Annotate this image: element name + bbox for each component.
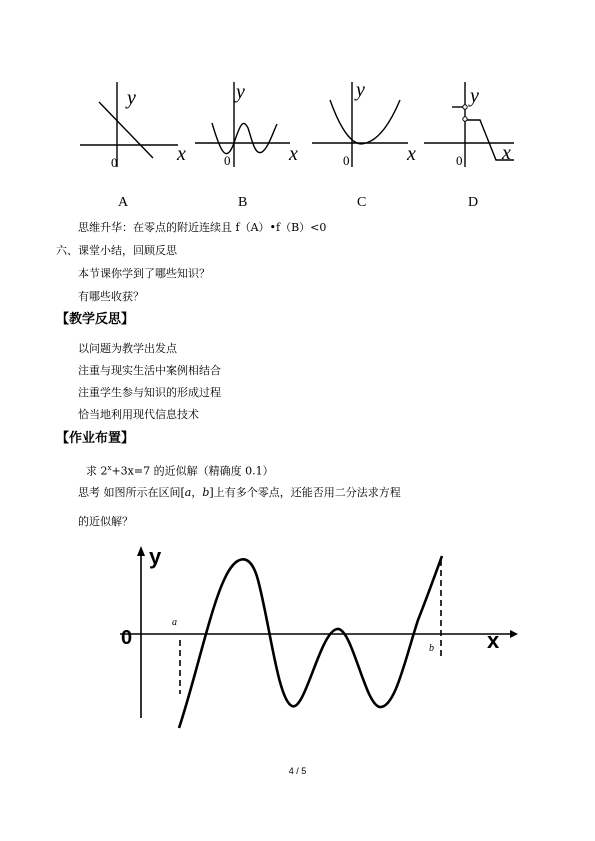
graph-a-origin: 0 xyxy=(111,155,118,170)
homework-task-exponent: x xyxy=(107,464,112,472)
section-6-heading: 六、课堂小结，回顾反思 xyxy=(56,244,177,257)
sublimation-line: 思维升华：在零点的附近连续且 f（A）•f（B）<0 xyxy=(78,221,327,234)
graph-a-x-label: x xyxy=(177,143,186,165)
graph-d-letter: D xyxy=(468,195,479,210)
homework-think-line-2: 的近似解？ xyxy=(78,515,133,528)
graph-c-origin: 0 xyxy=(343,153,350,168)
homework-task-prefix: 求 2 xyxy=(86,464,108,478)
graph-d-y-label: y xyxy=(470,85,479,107)
big-graph-origin: 0 xyxy=(121,627,133,649)
reflection-item-1: 以问题为教学出发点 xyxy=(78,342,177,355)
think-mid: ， xyxy=(191,486,203,499)
reflection-item-3: 注重学生参与知识的形成过程 xyxy=(78,386,221,399)
graph-c-x-label: x xyxy=(407,143,416,165)
reflection-item-4: 恰当地利用现代信息技术 xyxy=(78,408,199,421)
reflection-item-2: 注重与现实生活中案例相结合 xyxy=(78,364,221,377)
graph-c-letter: C xyxy=(357,195,367,210)
graph-d-x-label: x xyxy=(502,142,511,164)
graph-a-y-label: y xyxy=(127,87,136,109)
big-graph-y-label: y xyxy=(149,544,162,569)
big-graph-curve xyxy=(179,556,442,728)
graph-a-letter: A xyxy=(118,195,129,210)
reflection-heading: 【教学反思】 xyxy=(56,312,135,327)
graph-b-x-label: x xyxy=(289,143,298,165)
graph-b-y-label: y xyxy=(236,81,245,103)
summary-question-2: 有哪些收获？ xyxy=(78,290,144,303)
think-a: a xyxy=(184,486,192,499)
think-b: b xyxy=(202,486,210,499)
graph-b-letter: B xyxy=(238,195,248,210)
big-graph-x-label: x xyxy=(487,628,500,653)
big-graph-b-label: b xyxy=(429,643,434,654)
homework-task-suffix: +3x=7 的近似解（精确度 0.1） xyxy=(111,464,274,478)
think-suffix: ]上有多个零点，还能否用二分法求方程 xyxy=(209,486,401,499)
big-graph-a-label: a xyxy=(172,617,177,628)
big-graph-y-arrow xyxy=(137,546,145,556)
page-number: 4 / 5 xyxy=(288,766,307,776)
graph-d-origin: 0 xyxy=(456,153,463,168)
summary-question-1: 本节课你学到了哪些知识？ xyxy=(78,267,210,280)
big-graph-x-arrow xyxy=(510,630,518,638)
graph-b-origin: 0 xyxy=(224,153,231,168)
homework-heading: 【作业布置】 xyxy=(56,431,135,446)
graph-c-y-label: y xyxy=(356,79,365,101)
think-prefix: 思考 如图所示在区间[ xyxy=(78,486,185,499)
